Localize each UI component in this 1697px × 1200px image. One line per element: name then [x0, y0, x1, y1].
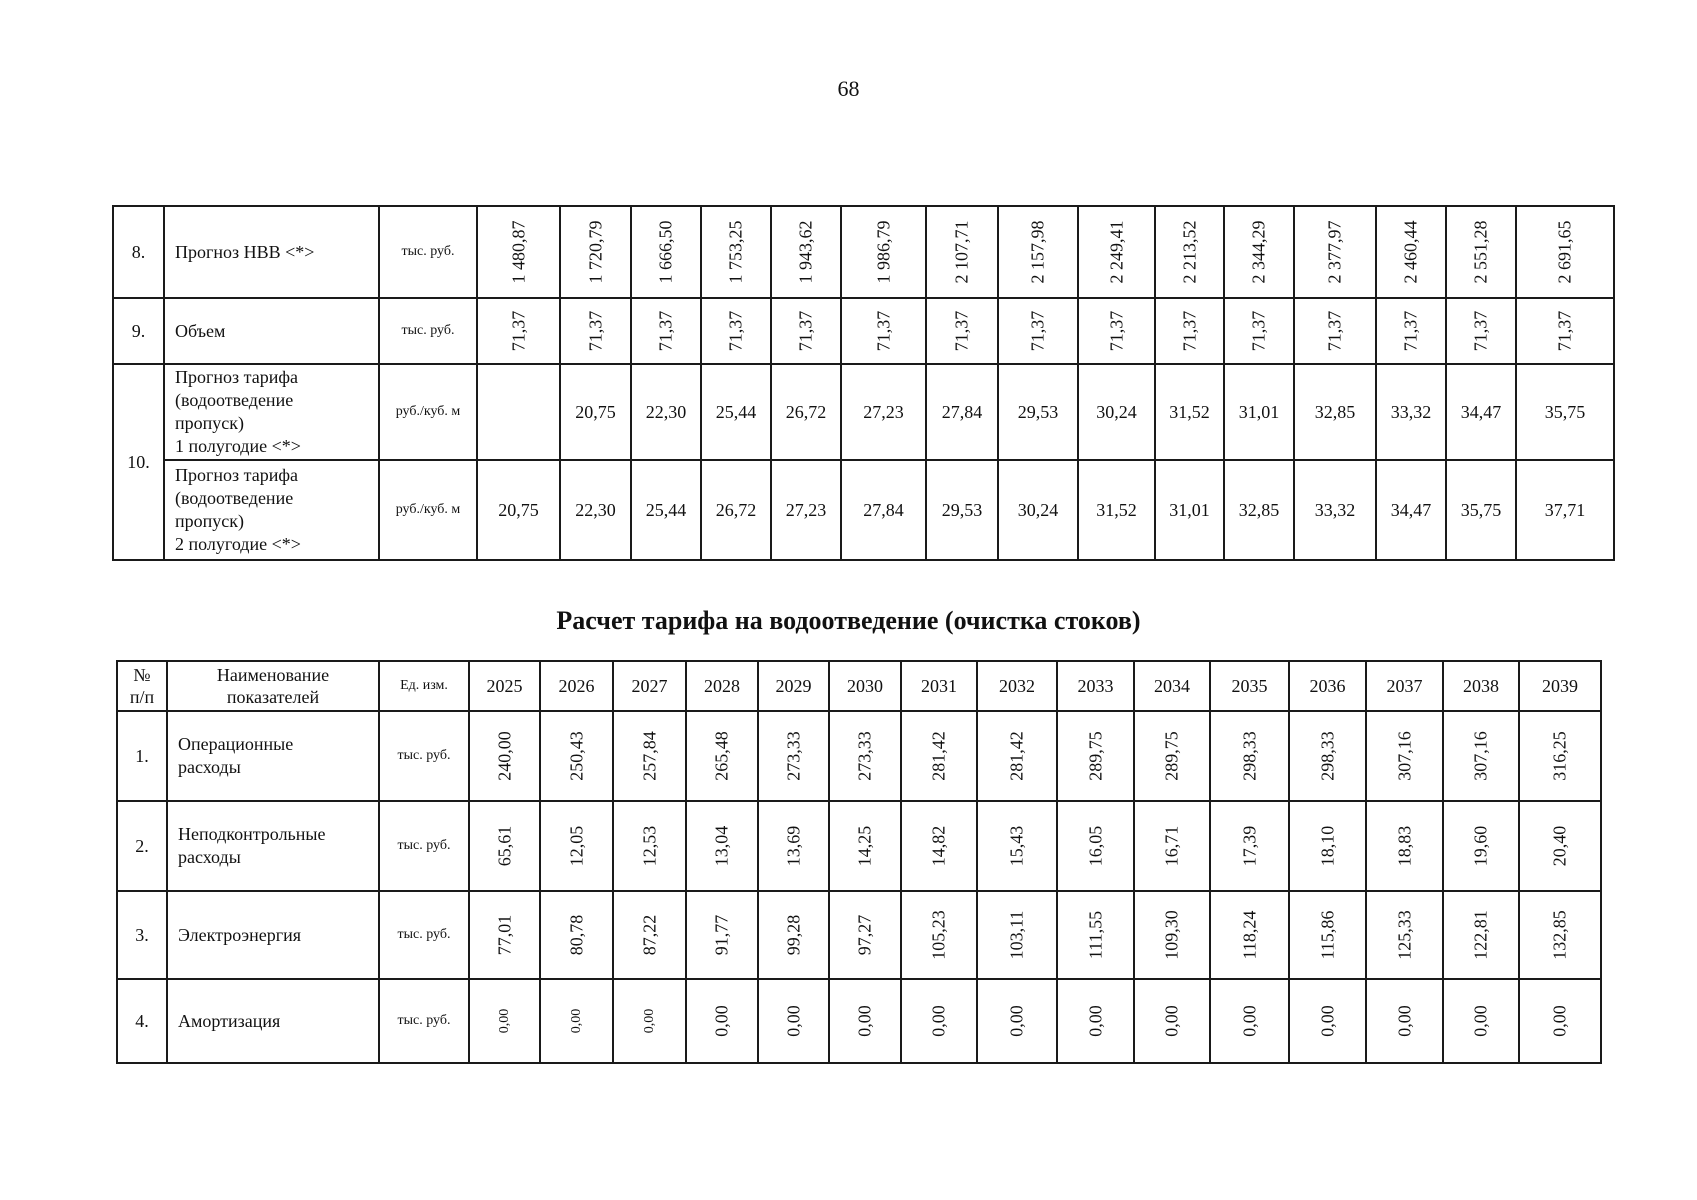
cell-value: 71,37 — [508, 310, 528, 352]
value-cell — [841, 298, 926, 364]
cell-value: 0,00 — [1394, 1005, 1414, 1037]
table-row — [117, 711, 1601, 801]
value-cell — [1519, 711, 1601, 801]
cell-value: 12,05 — [566, 825, 586, 867]
header-year: 2026 — [540, 661, 613, 711]
value-cell — [1519, 801, 1601, 891]
value-cell — [1155, 206, 1224, 298]
cell-value: 71,37 — [1324, 310, 1345, 352]
row-unit: руб./куб. м — [379, 460, 477, 560]
cell-value: 71,37 — [1179, 310, 1199, 352]
value-cell — [758, 891, 829, 979]
cell-value: 71,37 — [1106, 310, 1126, 352]
cell-value: 18,10 — [1317, 825, 1337, 867]
row-unit: тыс. руб. — [379, 801, 469, 891]
cell-value: 125,33 — [1394, 910, 1414, 960]
value-cell — [829, 711, 901, 801]
header-year: 2030 — [829, 661, 901, 711]
value-cell — [469, 891, 540, 979]
cell-value: 14,25 — [854, 825, 875, 867]
cell-value: 289,75 — [1085, 731, 1105, 781]
cell-value: 105,23 — [928, 910, 949, 960]
row-name: Электроэнергия — [167, 891, 379, 979]
header-year: 2036 — [1289, 661, 1366, 711]
value-cell — [1519, 979, 1601, 1063]
row-index: 4. — [117, 979, 167, 1063]
row-name: Операционные расходы — [167, 711, 379, 801]
cell-value: 16,05 — [1085, 825, 1105, 867]
cell-value: 2 213,52 — [1179, 220, 1199, 284]
value-cell: 33,32 — [1376, 364, 1446, 460]
value-cell — [1294, 206, 1376, 298]
header-unit: Ед. изм. — [379, 661, 469, 711]
cell-value: 0,00 — [1470, 1005, 1491, 1037]
cell-value: 0,00 — [854, 1005, 875, 1037]
value-cell — [1210, 801, 1289, 891]
value-cell — [758, 979, 829, 1063]
cell-value: 0,00 — [641, 1008, 657, 1034]
cell-value: 307,16 — [1394, 731, 1414, 781]
row-unit: тыс. руб. — [379, 711, 469, 801]
value-cell: 32,85 — [1224, 460, 1294, 560]
cell-value: 71,37 — [1027, 310, 1048, 352]
cell-value: 0,00 — [1085, 1005, 1105, 1037]
value-cell — [1443, 801, 1519, 891]
cell-value: 18,83 — [1394, 825, 1414, 867]
cell-value: 307,16 — [1470, 731, 1491, 781]
cell-value: 2 460,44 — [1400, 220, 1421, 284]
row-name: Прогноз тарифа (водоотведение пропуск) 2 полугодие <*> — [164, 460, 379, 560]
row-index: 9. — [113, 298, 164, 364]
value-cell — [1078, 206, 1155, 298]
header-year: 2032 — [977, 661, 1057, 711]
cell-value: 0,00 — [711, 1005, 732, 1037]
value-cell — [1289, 979, 1366, 1063]
value-cell — [613, 891, 686, 979]
value-cell — [977, 801, 1057, 891]
value-cell: 35,75 — [1516, 364, 1614, 460]
cell-value: 2 344,29 — [1248, 220, 1269, 284]
cell-value: 1 943,62 — [795, 220, 816, 284]
value-cell: 34,47 — [1376, 460, 1446, 560]
cell-value: 240,00 — [494, 731, 514, 781]
value-cell — [540, 891, 613, 979]
value-cell — [1376, 206, 1446, 298]
value-cell: 20,75 — [477, 460, 560, 560]
value-cell — [1289, 711, 1366, 801]
value-cell — [1134, 891, 1210, 979]
value-cell — [901, 801, 977, 891]
header-year: 2033 — [1057, 661, 1134, 711]
row-unit: руб./куб. м — [379, 364, 477, 460]
value-cell — [758, 801, 829, 891]
value-cell — [1443, 891, 1519, 979]
value-cell: 29,53 — [998, 364, 1078, 460]
value-cell — [1294, 298, 1376, 364]
cell-value: 77,01 — [494, 914, 514, 956]
header-year: 2025 — [469, 661, 540, 711]
table-row — [113, 206, 1614, 298]
table-row — [117, 891, 1601, 979]
cell-value: 0,00 — [1317, 1005, 1337, 1037]
cell-value: 298,33 — [1317, 731, 1337, 781]
header-year: 2027 — [613, 661, 686, 711]
value-cell: 30,24 — [998, 460, 1078, 560]
cell-value: 71,37 — [951, 310, 972, 352]
value-cell — [1210, 979, 1289, 1063]
value-cell — [1224, 298, 1294, 364]
value-cell — [829, 891, 901, 979]
value-cell — [901, 979, 977, 1063]
value-cell — [1366, 891, 1443, 979]
value-cell: 22,30 — [560, 460, 631, 560]
value-cell — [477, 206, 560, 298]
value-cell — [1366, 801, 1443, 891]
value-cell — [540, 801, 613, 891]
cell-value: 91,77 — [711, 914, 732, 956]
cell-value: 65,61 — [494, 825, 514, 867]
header-year: 2035 — [1210, 661, 1289, 711]
cell-value: 71,37 — [1248, 310, 1269, 352]
value-cell: 27,84 — [841, 460, 926, 560]
value-cell: 20,75 — [560, 364, 631, 460]
value-cell — [1366, 711, 1443, 801]
cell-value: 2 107,71 — [951, 220, 972, 284]
value-cell — [1519, 891, 1601, 979]
cell-value: 71,37 — [795, 310, 816, 352]
cell-value: 273,33 — [854, 731, 875, 781]
cell-value: 281,42 — [1006, 731, 1027, 781]
header-year: 2039 — [1519, 661, 1601, 711]
header-year: 2028 — [686, 661, 758, 711]
cell-value: 0,00 — [1161, 1005, 1182, 1037]
value-cell — [1134, 979, 1210, 1063]
table-row — [113, 298, 1614, 364]
cell-value: 0,00 — [1006, 1005, 1027, 1037]
row-index: 1. — [117, 711, 167, 801]
value-cell — [841, 206, 926, 298]
cell-value: 0,00 — [1549, 1005, 1570, 1037]
cell-value: 87,22 — [639, 914, 659, 956]
value-cell — [540, 979, 613, 1063]
value-cell: 25,44 — [701, 364, 771, 460]
value-cell: 35,75 — [1446, 460, 1516, 560]
cell-value: 281,42 — [928, 731, 949, 781]
cell-value: 13,04 — [711, 825, 732, 867]
value-cell — [758, 711, 829, 801]
row-index: 10. — [113, 364, 164, 560]
value-cell — [829, 979, 901, 1063]
cell-value: 250,43 — [566, 731, 586, 781]
cell-value: 19,60 — [1470, 825, 1491, 867]
value-cell: 37,71 — [1516, 460, 1614, 560]
value-cell — [771, 298, 841, 364]
cell-value: 1 986,79 — [873, 220, 893, 284]
cell-value: 118,24 — [1239, 910, 1259, 960]
cell-value: 298,33 — [1239, 731, 1259, 781]
value-cell: 31,01 — [1155, 460, 1224, 560]
value-cell — [560, 298, 631, 364]
cell-value: 0,00 — [783, 1005, 803, 1037]
value-cell — [701, 298, 771, 364]
value-cell — [1289, 891, 1366, 979]
value-cell — [469, 801, 540, 891]
cell-value: 71,37 — [1470, 310, 1491, 352]
value-cell — [1289, 801, 1366, 891]
cell-value: 13,69 — [783, 825, 803, 867]
cell-value: 71,37 — [655, 310, 676, 352]
row-index: 8. — [113, 206, 164, 298]
cell-value: 12,53 — [639, 825, 659, 867]
cell-value: 2 691,65 — [1554, 220, 1575, 284]
cell-value: 122,81 — [1470, 910, 1491, 960]
cell-value: 17,39 — [1239, 825, 1259, 867]
value-cell — [1210, 711, 1289, 801]
row-unit: тыс. руб. — [379, 206, 477, 298]
header-row — [117, 661, 1601, 711]
value-cell — [1057, 979, 1134, 1063]
row-name: Объем — [164, 298, 379, 364]
cell-value: 273,33 — [783, 731, 803, 781]
table-row — [117, 979, 1601, 1063]
value-cell — [901, 711, 977, 801]
value-cell — [771, 206, 841, 298]
cell-value: 115,86 — [1317, 910, 1337, 960]
value-cell — [560, 206, 631, 298]
value-cell — [1446, 298, 1516, 364]
cell-value: 0,00 — [928, 1005, 949, 1037]
cell-value: 103,11 — [1006, 910, 1027, 960]
value-cell: 30,24 — [1078, 364, 1155, 460]
header-year: 2038 — [1443, 661, 1519, 711]
value-cell — [1446, 206, 1516, 298]
value-cell — [469, 711, 540, 801]
cell-value: 0,00 — [568, 1008, 584, 1034]
header-year: 2034 — [1134, 661, 1210, 711]
value-cell — [701, 206, 771, 298]
value-cell — [1443, 711, 1519, 801]
cell-value: 265,48 — [711, 731, 732, 781]
cell-value: 99,28 — [783, 914, 803, 956]
cell-value: 2 551,28 — [1470, 220, 1491, 284]
header-index: № п/п — [117, 661, 167, 711]
cell-value: 2 249,41 — [1106, 220, 1126, 284]
cell-value: 71,37 — [1400, 310, 1421, 352]
cell-value: 2 157,98 — [1027, 220, 1048, 284]
cell-value: 97,27 — [854, 914, 875, 956]
value-cell — [631, 206, 701, 298]
value-cell — [613, 979, 686, 1063]
cell-value: 15,43 — [1006, 825, 1027, 867]
value-cell — [1078, 298, 1155, 364]
value-cell — [1516, 206, 1614, 298]
header-year: 2029 — [758, 661, 829, 711]
value-cell — [1134, 711, 1210, 801]
table-row — [113, 364, 1614, 460]
row-name: Амортизация — [167, 979, 379, 1063]
treatment-tariff-table — [116, 660, 1602, 1064]
cell-value: 1 753,25 — [725, 220, 746, 284]
cell-value: 1 666,50 — [655, 220, 676, 284]
cell-value: 80,78 — [566, 914, 586, 956]
cell-value: 132,85 — [1549, 910, 1570, 960]
header-year: 2031 — [901, 661, 977, 711]
value-cell — [1155, 298, 1224, 364]
page-number: 68 — [837, 76, 860, 101]
tariff-forecast-table — [112, 205, 1615, 561]
cell-value: 2 377,97 — [1324, 220, 1345, 284]
cell-value: 111,55 — [1085, 910, 1105, 960]
value-cell: 27,23 — [771, 460, 841, 560]
cell-value: 1 720,79 — [585, 220, 605, 284]
cell-value: 71,37 — [873, 310, 893, 352]
value-cell — [998, 206, 1078, 298]
value-cell — [1224, 206, 1294, 298]
row-index: 3. — [117, 891, 167, 979]
value-cell: 34,47 — [1446, 364, 1516, 460]
value-cell — [686, 711, 758, 801]
value-cell: 32,85 — [1294, 364, 1376, 460]
cell-value: 289,75 — [1161, 731, 1182, 781]
cell-value: 0,00 — [496, 1008, 512, 1034]
value-cell — [686, 891, 758, 979]
value-cell: 31,01 — [1224, 364, 1294, 460]
table-row — [113, 460, 1614, 560]
row-index: 2. — [117, 801, 167, 891]
value-cell — [977, 711, 1057, 801]
value-cell — [477, 298, 560, 364]
row-name: Прогноз тарифа (водоотведение пропуск) 1 полугодие <*> — [164, 364, 379, 460]
value-cell — [1516, 298, 1614, 364]
value-cell — [631, 298, 701, 364]
cell-value: 16,71 — [1161, 825, 1182, 867]
row-name: Неподконтрольные расходы — [167, 801, 379, 891]
cell-value: 316,25 — [1549, 731, 1570, 781]
cell-value: 71,37 — [1554, 310, 1575, 352]
value-cell — [1376, 298, 1446, 364]
value-cell — [686, 979, 758, 1063]
row-unit: тыс. руб. — [379, 891, 469, 979]
value-cell — [977, 891, 1057, 979]
cell-value: 71,37 — [725, 310, 746, 352]
value-cell — [1366, 979, 1443, 1063]
value-cell: 25,44 — [631, 460, 701, 560]
row-unit: тыс. руб. — [379, 979, 469, 1063]
value-cell: 31,52 — [1078, 460, 1155, 560]
value-cell — [1134, 801, 1210, 891]
cell-value: 14,82 — [928, 825, 949, 867]
value-cell: 22,30 — [631, 364, 701, 460]
value-cell — [926, 206, 998, 298]
header-name: Наименование показателей — [167, 661, 379, 711]
header-year: 2037 — [1366, 661, 1443, 711]
cell-value: 0,00 — [1239, 1005, 1259, 1037]
value-cell — [926, 298, 998, 364]
value-cell — [613, 801, 686, 891]
cell-value: 257,84 — [639, 731, 659, 781]
cell-value: 1 480,87 — [508, 220, 528, 284]
cell-value: 71,37 — [585, 310, 605, 352]
value-cell: 29,53 — [926, 460, 998, 560]
value-cell — [686, 801, 758, 891]
value-cell: 33,32 — [1294, 460, 1376, 560]
value-cell — [477, 364, 560, 460]
value-cell — [1210, 891, 1289, 979]
value-cell: 27,84 — [926, 364, 998, 460]
value-cell — [977, 979, 1057, 1063]
value-cell — [1057, 801, 1134, 891]
value-cell — [901, 891, 977, 979]
table-row — [117, 801, 1601, 891]
value-cell — [469, 979, 540, 1063]
value-cell — [1443, 979, 1519, 1063]
value-cell — [613, 711, 686, 801]
section-title: Расчет тарифа на водоотведение (очистка стоков) — [556, 606, 1141, 635]
row-name: Прогноз НВВ <*> — [164, 206, 379, 298]
value-cell: 26,72 — [771, 364, 841, 460]
value-cell: 27,23 — [841, 364, 926, 460]
value-cell — [540, 711, 613, 801]
cell-value: 20,40 — [1549, 825, 1570, 867]
value-cell: 26,72 — [701, 460, 771, 560]
value-cell — [1057, 711, 1134, 801]
value-cell: 31,52 — [1155, 364, 1224, 460]
row-unit: тыс. руб. — [379, 298, 477, 364]
value-cell — [829, 801, 901, 891]
cell-value: 109,30 — [1161, 910, 1182, 960]
value-cell — [998, 298, 1078, 364]
value-cell — [1057, 891, 1134, 979]
